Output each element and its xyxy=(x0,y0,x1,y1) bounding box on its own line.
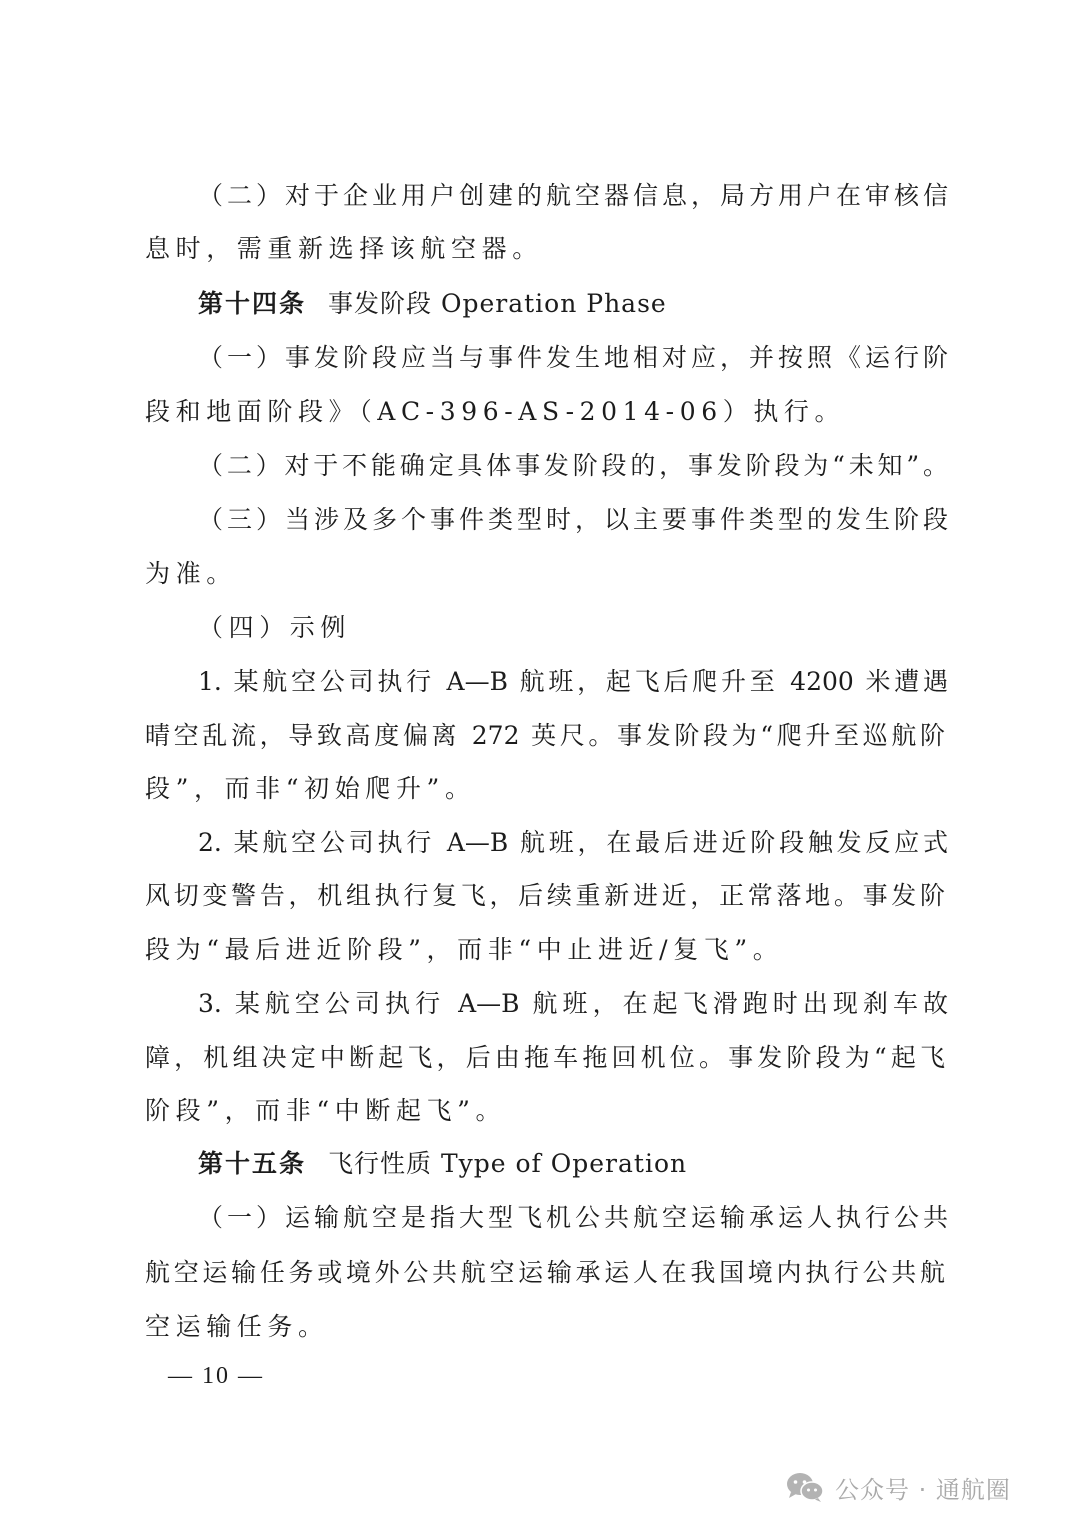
article-heading xyxy=(198,284,948,324)
text-line: 息时，需重新选择该航空器。 xyxy=(145,234,543,263)
text-line: 段为“最后进近阶段”，而非“中止进近/复飞”。 xyxy=(145,935,784,964)
text-line: 段”，而非“初始爬升”。 xyxy=(145,774,476,803)
article-title: 飞行性质 Type of Operation xyxy=(328,1149,688,1178)
text-line: （二）对于企业用户创建的航空器信息，局方用户在审核信 xyxy=(198,181,948,210)
text-line: 段和地面阶段》（AC-396-AS-2014-06）执行。 xyxy=(145,397,846,426)
text-line: 空运输任务。 xyxy=(145,1312,329,1341)
page-number: — 10 — xyxy=(168,1363,264,1389)
text-line: （三）当涉及多个事件类型时，以主要事件类型的发生阶段 xyxy=(198,505,948,534)
article-title: 事发阶段 Operation Phase xyxy=(328,289,667,318)
watermark-label: 公众号 · 通航圈 xyxy=(835,1475,1011,1504)
text-line: （一）运输航空是指大型飞机公共航空运输承运人执行公共 xyxy=(198,1203,948,1232)
text-line: 为准。 xyxy=(145,559,237,588)
text-line: 晴空乱流，导致高度偏离 272 英尺。事发阶段为“爬升至巡航阶 xyxy=(145,721,945,750)
text-line: 阶段”，而非“中断起飞”。 xyxy=(145,1096,507,1125)
wechat-icon xyxy=(785,1471,825,1503)
text-line: 3. 某航空公司执行 A—B 航班，在起飞滑跑时出现刹车故 xyxy=(198,989,948,1018)
text-line: （四）示例 xyxy=(198,613,352,642)
watermark xyxy=(785,1470,1011,1504)
text-line: （一）事发阶段应当与事件发生地相对应，并按照《运行阶 xyxy=(198,343,948,372)
text-line: 风切变警告，机组执行复飞，后续重新进近，正常落地。事发阶 xyxy=(145,881,945,910)
article-number: 第十四条 xyxy=(198,289,307,318)
article-number: 第十五条 xyxy=(198,1149,307,1178)
text-line: 2. 某航空公司执行 A—B 航班，在最后进近阶段触发反应式 xyxy=(198,828,948,857)
text-line: 航空运输任务或境外公共航空运输承运人在我国境内执行公共航 xyxy=(145,1258,945,1287)
article-heading xyxy=(198,1144,948,1184)
text-line: 障，机组决定中断起飞，后由拖车拖回机位。事发阶段为“起飞 xyxy=(145,1043,945,1072)
text-line: （二）对于不能确定具体事发阶段的，事发阶段为“未知”。 xyxy=(198,451,948,480)
text-line: 1. 某航空公司执行 A—B 航班，起飞后爬升至 4200 米遭遇 xyxy=(198,667,948,696)
